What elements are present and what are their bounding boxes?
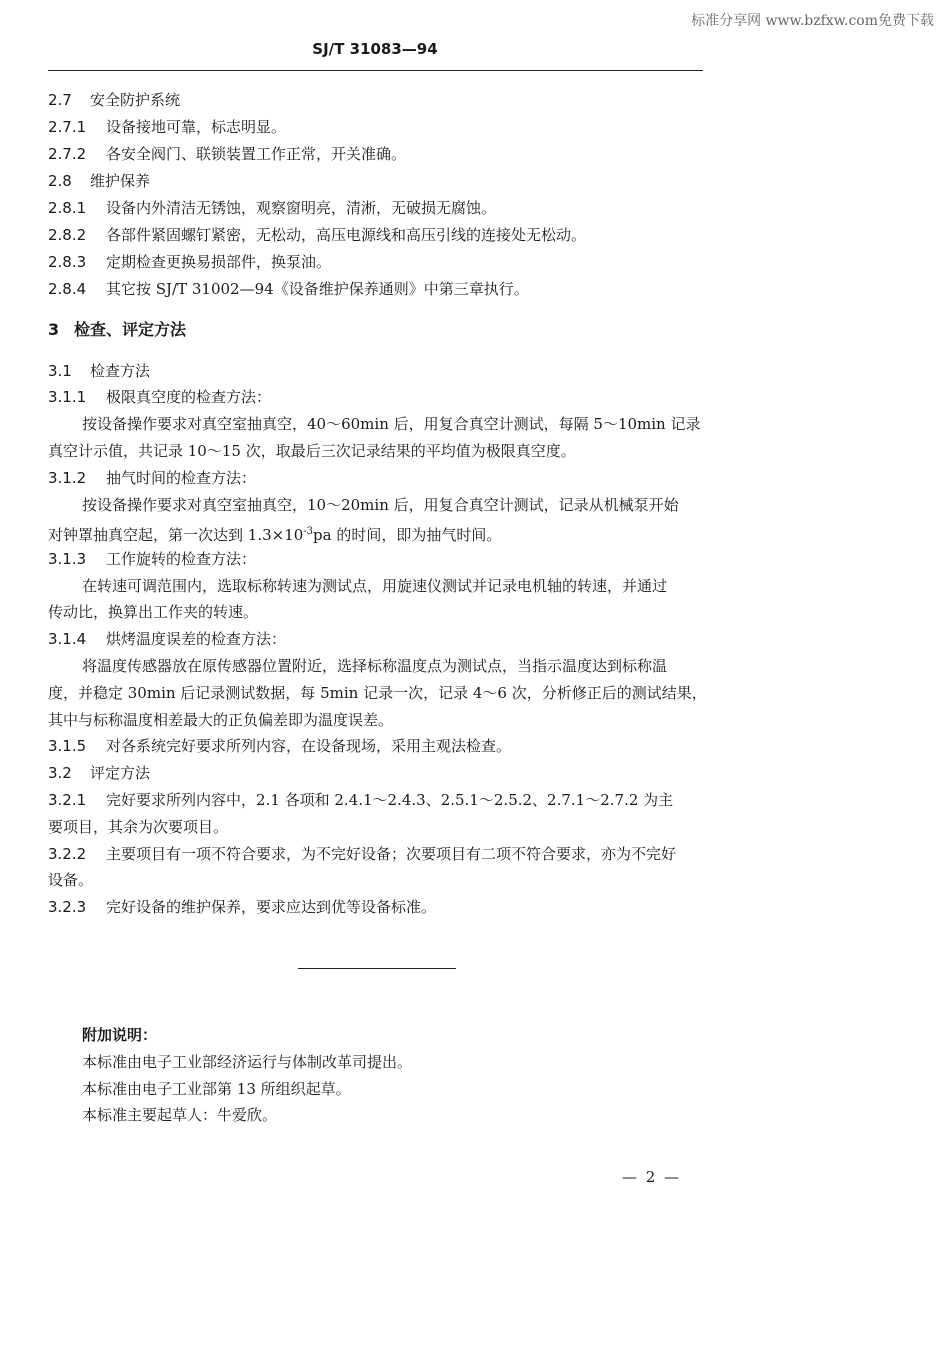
end-of-text-rule (298, 968, 456, 969)
clause-3-1-4-body-line1: 将温度传感器放在原传感器位置附近，选择标称温度点为测试点，当指示温度达到标称温 (82, 657, 668, 675)
clause-3-2-1: 3.2.1 完好要求所列内容中，2.1 各项和 2.4.1～2.4.3、2.5.1～2.5.2、2.7.1～2.7.2 为主 (48, 791, 674, 809)
clause-3-1-3: 3.1.3 工作旋转的检查方法： (48, 550, 257, 568)
section-3-heading: 3 检查、评定方法 (48, 320, 187, 339)
standard-number-header: SJ/T 31083—94 (312, 40, 438, 58)
clause-3-1-1-body-line2: 真空计示值，共记录 10～15 次，取最后三次记录结果的平均值为极限真空度。 (48, 442, 576, 460)
clause-3-1-2: 3.1.2 抽气时间的检查方法： (48, 469, 257, 487)
clause-2-8-4: 2.8.4 其它按 SJ/T 31002—94《设备维护保养通则》中第三章执行。 (48, 280, 529, 298)
clause-3-2-1-line2: 要项目，其余为次要项目。 (48, 818, 229, 836)
clause-3-1-2-body-line1: 按设备操作要求对真空室抽真空，10～20min 后，用复合真空计测试，记录从机械泵开始 (82, 496, 679, 514)
clause-3-1-3-body-line1: 在转速可调范围内，选取标称转速为测试点，用旋速仪测试并记录电机轴的转速，并通过 (82, 577, 668, 595)
page-number: — 2 — (622, 1168, 682, 1186)
appendix-line-3: 本标准主要起草人：牛爱欣。 (82, 1106, 278, 1124)
clause-3-1-1-body-line1: 按设备操作要求对真空室抽真空，40～60min 后，用复合真空计测试，每隔 5～10min 记录 (82, 415, 701, 433)
clause-2-8-3: 2.8.3 定期检查更换易损部件，换泵油。 (48, 253, 332, 271)
appendix-line-2: 本标准由电子工业部第 13 所组织起草。 (82, 1080, 351, 1098)
clause-3-1-4-body-line2: 度，并稳定 30min 后记录测试数据，每 5min 记录一次，记录 4～6 次，分析修正后的测试结果， (48, 684, 707, 702)
clause-3-1-5: 3.1.5 对各系统完好要求所列内容，在设备现场，采用主观法检查。 (48, 737, 512, 755)
clause-2-8-2: 2.8.2 各部件紧固螺钉紧密，无松动，高压电源线和高压引线的连接处无松动。 (48, 226, 587, 244)
appendix-line-1: 本标准由电子工业部经济运行与体制改革司提出。 (82, 1053, 413, 1071)
clause-3-2: 3.2 评定方法 (48, 764, 151, 782)
clause-3-1-4-body-line3: 其中与标称温度相差最大的正负偏差即为温度误差。 (48, 711, 394, 729)
clause-3-1-3-body-line2: 传动比，换算出工作夹的转速。 (48, 603, 259, 621)
clause-3-2-2-line2: 设备。 (48, 871, 94, 889)
clause-3-1-2-body-line2: 对钟罩抽真空起，第一次达到 $1.3\times 10^{-3}pa$ 的时间，即为抽气时间。 (48, 526, 502, 544)
clause-2-7: 2.7 安全防护系统 (48, 91, 181, 109)
clause-2-7-1: 2.7.1 设备接地可靠，标志明显。 (48, 118, 287, 136)
clause-3-2-2: 3.2.2 主要项目有一项不符合要求，为不完好设备；次要项目有二项不符合要求，亦为不完好 (48, 845, 677, 863)
exponent: -3 (303, 526, 314, 537)
clause-2-8: 2.8 维护保养 (48, 172, 151, 190)
clause-3-1: 3.1 检查方法 (48, 362, 151, 380)
clause-3-2-3: 3.2.3 完好设备的维护保养，要求应达到优等设备标准。 (48, 898, 437, 916)
clause-3-1-1: 3.1.1 极限真空度的检查方法： (48, 388, 272, 406)
appendix-title: 附加说明： (82, 1026, 158, 1044)
clause-2-7-2: 2.7.2 各安全阀门、联锁装置工作正常，开关准确。 (48, 145, 407, 163)
clause-2-8-1: 2.8.1 设备内外清洁无锈蚀，观察窗明亮，清淅，无破损无腐蚀。 (48, 199, 497, 217)
watermark: 标准分享网 www.bzfxw.com免费下载 (691, 13, 934, 29)
header-rule (48, 70, 703, 71)
clause-3-1-4: 3.1.4 烘烤温度误差的检查方法： (48, 630, 287, 648)
